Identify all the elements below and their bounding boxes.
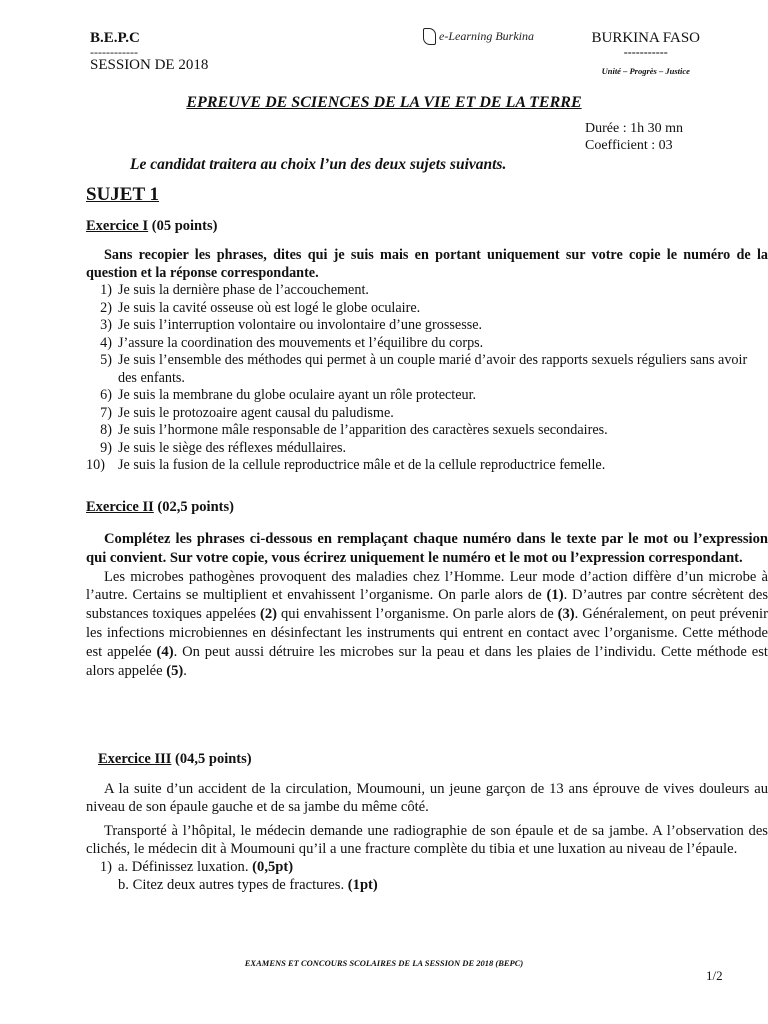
- exercise-3-paragraph-2: Transporté à l’hôpital, le médecin demande une radiographie de son épaule et de sa jambe. A l’observation des clichés, le médecin dit à Moumouni qu’il a une fracture complète du tibia et une luxation au niveau de l’épaule.: [86, 822, 768, 857]
- exam-info: [585, 120, 683, 154]
- exercise-1-instruction: Sans recopier les phrases, dites qui je suis mais en portant uniquement sur votre copie le numéro de la question et la réponse correspondante.: [86, 247, 768, 281]
- choice-note: Le candidat traitera au choix l’un des deux sujets suivants.: [130, 156, 507, 173]
- exercise-1-heading: [86, 218, 217, 235]
- question-item: 10) Je suis la fusion de la cellule reproductrice mâle et de la cellule reproductrice femelle.: [86, 457, 606, 473]
- exercise-1-body: [86, 247, 768, 475]
- question-item: 9) Je suis le siège des réflexes médullaires.: [100, 439, 347, 456]
- question-item: 4) J’assure la coordination des mouvements et l’équilibre du corps.: [100, 334, 484, 351]
- duration: Durée : 1h 30 mn: [585, 121, 683, 136]
- country-name: BURKINA FASO: [591, 30, 700, 46]
- exercise-1-questions: [86, 282, 768, 475]
- header-right: [592, 30, 701, 80]
- exercise-3-body: [86, 780, 768, 895]
- exercise-3-heading: [98, 751, 252, 768]
- e-learning-logo: [423, 28, 534, 45]
- exercise-2-instruction: Complétez les phrases ci-dessous en remplaçant chaque numéro dans le texte par le mot ou l’expression qui convient. Sur votre copie, vous écrirez uniquement le numéro et le mot ou l’expression correspondant.: [86, 531, 768, 566]
- exercise-2-points: (02,5 points): [153, 499, 234, 515]
- exam-name: B.E.P.C: [90, 30, 140, 46]
- question-item: 7) Je suis le protozoaire agent causal du paludisme.: [100, 404, 394, 421]
- question-item: 3) Je suis l’interruption volontaire ou involontaire d’une grossesse.: [100, 317, 483, 333]
- header-left: [90, 30, 208, 74]
- national-motto: Unité – Progrès – Justice: [601, 66, 690, 76]
- exam-title: EPREUVE DE SCIENCES DE LA VIE ET DE LA TERRE: [186, 94, 582, 111]
- question-item: 5) Je suis l’ensemble des méthodes qui permet à un couple marié d’avoir des rapports sexuels réguliers sans avoir des enfants.: [100, 352, 748, 386]
- exercise-2-body: [86, 530, 768, 680]
- logo-text: e-Learning Burkina: [439, 29, 534, 43]
- question-item: 8) Je suis l’hormone mâle responsable de l’apparition des caractères sexuels secondaires.: [100, 422, 608, 438]
- question-item: 2) Je suis la cavité osseuse où est logé le globe oculaire.: [100, 299, 421, 316]
- exercise-3-points: (04,5 points): [171, 751, 252, 767]
- question-item: 1) Je suis la dernière phase de l’accouchement.: [100, 282, 369, 298]
- header-right-divider: -----------: [623, 45, 668, 59]
- logo-icon: [423, 28, 436, 45]
- page-number: 1/2: [706, 968, 723, 983]
- header-left-divider: ------------: [90, 45, 138, 59]
- exercise-1-points: (05 points): [148, 218, 218, 234]
- exercise-3-question-1: 1) a. Définissez luxation. (0,5pt): [99, 859, 294, 876]
- footer-note: EXAMENS ET CONCOURS SCOLAIRES DE LA SESSION DE 2018 (BEPC): [244, 958, 524, 968]
- exercise-3-paragraph-1: A la suite d’un accident de la circulation, Moumouni, un jeune garçon de 13 ans éprouve de vives douleurs au niveau de son épaule gauche et de sa jambe du même côté.: [86, 781, 768, 816]
- coefficient: Coefficient : 03: [585, 138, 673, 153]
- question-item: 6) Je suis la membrane du globe oculaire ayant un rôle protecteur.: [100, 387, 477, 403]
- exercise-3-question-1b: b. Citez deux autres types de fractures. (1pt): [118, 877, 378, 894]
- sujet-heading: SUJET 1: [86, 184, 160, 205]
- exercise-2-heading: [86, 499, 234, 516]
- exercise-2-text: Les microbes pathogènes provoquent des maladies chez l’Homme. Leur mode d’action diffère d’un microbe à l’autre. Certains se multiplient et envahissent l’organisme. On parle alors de (1). D’autres par contre sécrètent des substances toxiques appelées (2) qui envahissent l’organisme. On parle alors de (3). Généralement, on peut prévenir les infections microbiennes en désinfectant les instruments qui entrent en contact avec l’organisme. Cette méthode est appelée (4). On peut aussi détruire les microbes sur la peau et dans les plaies de l’individu. Cette méthode est alors appelée (5).: [86, 568, 768, 679]
- session-label: SESSION DE 2018: [90, 57, 209, 73]
- exercise-3-title: Exercice III: [98, 751, 172, 767]
- exercise-1-title: Exercice I: [86, 218, 149, 234]
- exercise-2-title: Exercice II: [86, 499, 154, 515]
